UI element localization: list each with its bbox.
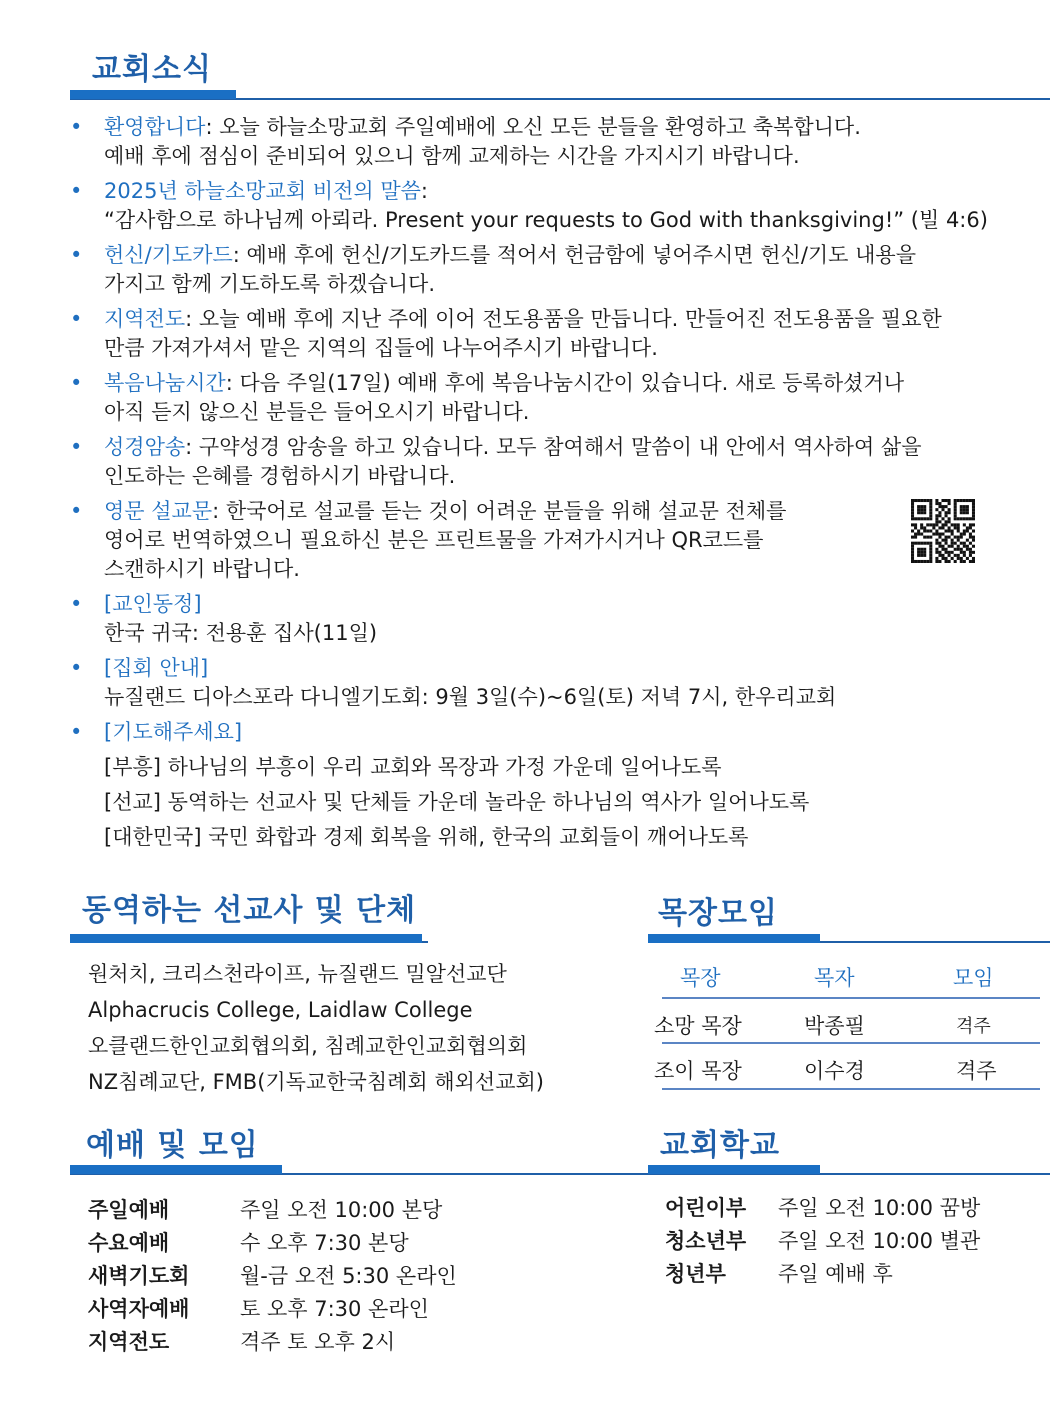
schedule-label: 청년부	[665, 1262, 726, 1286]
news-label: 영문 설교문	[104, 499, 213, 523]
schedule-label: 어린이부	[665, 1196, 747, 1220]
news-item	[70, 718, 1045, 852]
news-line	[104, 654, 1045, 683]
news-label: 복음나눔시간	[104, 371, 226, 395]
news-label: 성경암송	[104, 435, 186, 459]
news-item	[70, 433, 1045, 491]
news-line	[104, 497, 1045, 526]
cells-title: 목장모임	[658, 896, 778, 931]
bullet-icon: •	[70, 720, 83, 744]
schedule-label: 사역자예배	[88, 1297, 190, 1321]
schedule-row	[88, 1227, 457, 1260]
cells-header-meeting: 모임	[953, 966, 994, 990]
cells-rule-accent	[648, 934, 820, 943]
schedule-time: 주일 예배 후	[778, 1262, 893, 1286]
news-list	[70, 113, 1045, 858]
news-label: 헌신/기도카드	[104, 243, 233, 267]
news-line	[104, 241, 1045, 270]
news-label: [집회 안내]	[104, 656, 209, 680]
schedule-time: 월-금 오전 5:30 온라인	[240, 1264, 457, 1288]
news-line: 아직 듣지 않으신 분들은 들어오시기 바랍니다.	[104, 400, 530, 424]
missions-rule-accent	[70, 934, 422, 943]
news-label: 2025년 하늘소망교회 비전의 말씀	[104, 179, 421, 203]
worship-schedule	[88, 1194, 457, 1359]
prayer-request: [선교] 동역하는 선교사 및 단체들 가운데 놀라운 하나님의 역사가 일어나도록	[104, 790, 810, 814]
schedule-label: 주일예배	[88, 1198, 170, 1222]
mission-line: 원처치, 크리스천라이프, 뉴질랜드 밀알선교단	[88, 962, 507, 986]
news-line: 만큼 가져가셔서 맡은 지역의 집들에 나누어주시기 바랍니다.	[104, 336, 658, 360]
mission-line: NZ침례교단, FMB(기독교한국침례회 해외선교회)	[88, 1070, 544, 1094]
cells-divider	[662, 1042, 1040, 1044]
qr-code-icon	[911, 499, 975, 563]
news-line: “감사함으로 하나님께 아뢰라. Present your requests to God with thanksgiving!” (빌 4:6)	[104, 208, 988, 232]
news-separator: :	[185, 435, 193, 459]
bullet-icon: •	[70, 592, 83, 616]
news-label: 환영합니다	[104, 115, 206, 139]
cells-divider	[662, 997, 1040, 999]
cells-header-leader: 목자	[814, 966, 855, 990]
news-separator: :	[205, 115, 213, 139]
schedule-row	[665, 1258, 980, 1291]
news-line	[104, 369, 1045, 398]
bullet-icon: •	[70, 435, 83, 459]
bullet-icon: •	[70, 499, 83, 523]
news-text: 다음 주일(17일) 예배 후에 복음나눔시간이 있습니다. 새로 등록하셨거나	[232, 371, 904, 395]
news-separator: :	[212, 499, 220, 523]
news-label: [교인동정]	[104, 592, 202, 616]
worship-rule-accent	[70, 1165, 282, 1174]
mission-line: Alphacrucis College, Laidlaw College	[88, 998, 473, 1022]
schedule-time: 토 오후 7:30 온라인	[240, 1297, 429, 1321]
cells-row-cell: 조이 목장	[654, 1059, 742, 1083]
news-title: 교회소식	[92, 52, 212, 87]
news-line	[104, 433, 1045, 462]
cells-row-meeting: 격주	[956, 1016, 991, 1037]
bullet-icon: •	[70, 179, 83, 203]
news-line	[104, 718, 1045, 747]
bullet-icon: •	[70, 243, 83, 267]
news-text: 오늘 하늘소망교회 주일예배에 오신 모든 분들을 환영하고 축복합니다.	[212, 115, 861, 139]
mission-line: 오클랜드한인교회협의회, 침례교한인교회협의회	[88, 1034, 528, 1058]
bullet-icon: •	[70, 115, 83, 139]
news-line: 뉴질랜드 디아스포라 다니엘기도회: 9월 3일(수)~6일(토) 저녁 7시, 한우리교회	[104, 685, 837, 709]
schedule-time: 수 오후 7:30 본당	[240, 1231, 409, 1255]
schedule-row	[665, 1225, 980, 1258]
news-line	[104, 305, 1045, 334]
cells-header-cell: 목장	[680, 966, 721, 990]
news-label: [기도해주세요]	[104, 720, 243, 744]
cells-row-meeting: 격주	[956, 1059, 997, 1083]
news-item	[70, 241, 1045, 299]
news-separator: :	[420, 179, 428, 203]
school-rule-accent	[648, 1165, 820, 1174]
schedule-time: 주일 오전 10:00 본당	[240, 1198, 443, 1222]
worship-title: 예배 및 모임	[86, 1128, 259, 1163]
news-item	[70, 177, 1045, 235]
schedule-label: 지역전도	[88, 1330, 170, 1354]
news-item	[70, 369, 1045, 427]
bullet-icon: •	[70, 656, 83, 680]
news-item	[70, 305, 1045, 363]
news-item	[70, 497, 1045, 584]
schedule-label: 청소년부	[665, 1229, 747, 1253]
news-item	[70, 654, 1045, 712]
schedule-label: 수요예배	[88, 1231, 170, 1255]
cells-row-cell: 소망 목장	[654, 1014, 742, 1038]
news-text: 한국어로 설교를 듣는 것이 어려운 분들을 위해 설교문 전체를	[219, 499, 787, 523]
news-separator: :	[225, 371, 233, 395]
bullet-icon: •	[70, 371, 83, 395]
cells-divider	[662, 1088, 1040, 1090]
schedule-row	[665, 1192, 980, 1225]
news-text: 예배 후에 헌신/기도카드를 적어서 헌금함에 넣어주시면 헌신/기도 내용을	[239, 243, 917, 267]
news-line: 스캔하시기 바랍니다.	[104, 557, 300, 581]
schedule-time: 주일 오전 10:00 별관	[778, 1229, 981, 1253]
news-text: 오늘 예배 후에 지난 주에 이어 전도용품을 만듭니다. 만들어진 전도용품을 필요한	[192, 307, 942, 331]
missions-title: 동역하는 선교사 및 단체	[82, 893, 417, 928]
bullet-icon: •	[70, 307, 83, 331]
schedule-time: 격주 토 오후 2시	[240, 1330, 396, 1354]
missions-list	[88, 956, 544, 1100]
school-title: 교회학교	[660, 1128, 780, 1163]
news-label: 지역전도	[104, 307, 186, 331]
news-separator: :	[185, 307, 193, 331]
schedule-label: 새벽기도회	[88, 1264, 190, 1288]
news-rule-accent	[70, 90, 236, 99]
schedule-row	[88, 1260, 457, 1293]
news-separator: :	[232, 243, 240, 267]
news-line: 가지고 함께 기도하도록 하겠습니다.	[104, 272, 435, 296]
schedule-time: 주일 오전 10:00 꿈방	[778, 1196, 981, 1220]
news-line: 한국 귀국: 전용훈 집사(11일)	[104, 621, 378, 645]
cells-row-leader: 박종필	[804, 1014, 865, 1038]
news-line	[104, 177, 1045, 206]
school-schedule	[665, 1192, 980, 1291]
news-line	[104, 590, 1045, 619]
schedule-row	[88, 1293, 457, 1326]
schedule-row	[88, 1326, 457, 1359]
prayer-request: [대한민국] 국민 화합과 경제 회복을 위해, 한국의 교회들이 깨어나도록	[104, 825, 749, 849]
news-line: 인도하는 은혜를 경험하시기 바랍니다.	[104, 464, 456, 488]
news-line	[104, 113, 1045, 142]
news-item	[70, 113, 1045, 171]
news-text: 구약성경 암송을 하고 있습니다. 모두 참여해서 말씀이 내 안에서 역사하여 삶을	[192, 435, 922, 459]
news-line: 예배 후에 점심이 준비되어 있으니 함께 교제하는 시간을 가지시기 바랍니다.	[104, 144, 800, 168]
schedule-row	[88, 1194, 457, 1227]
news-item	[70, 590, 1045, 648]
cells-row-leader: 이수경	[804, 1059, 865, 1083]
prayer-request: [부흥] 하나님의 부흥이 우리 교회와 목장과 가정 가운데 일어나도록	[104, 755, 722, 779]
news-line: 영어로 번역하였으니 필요하신 분은 프린트물을 가져가시거나 QR코드를	[104, 528, 764, 552]
